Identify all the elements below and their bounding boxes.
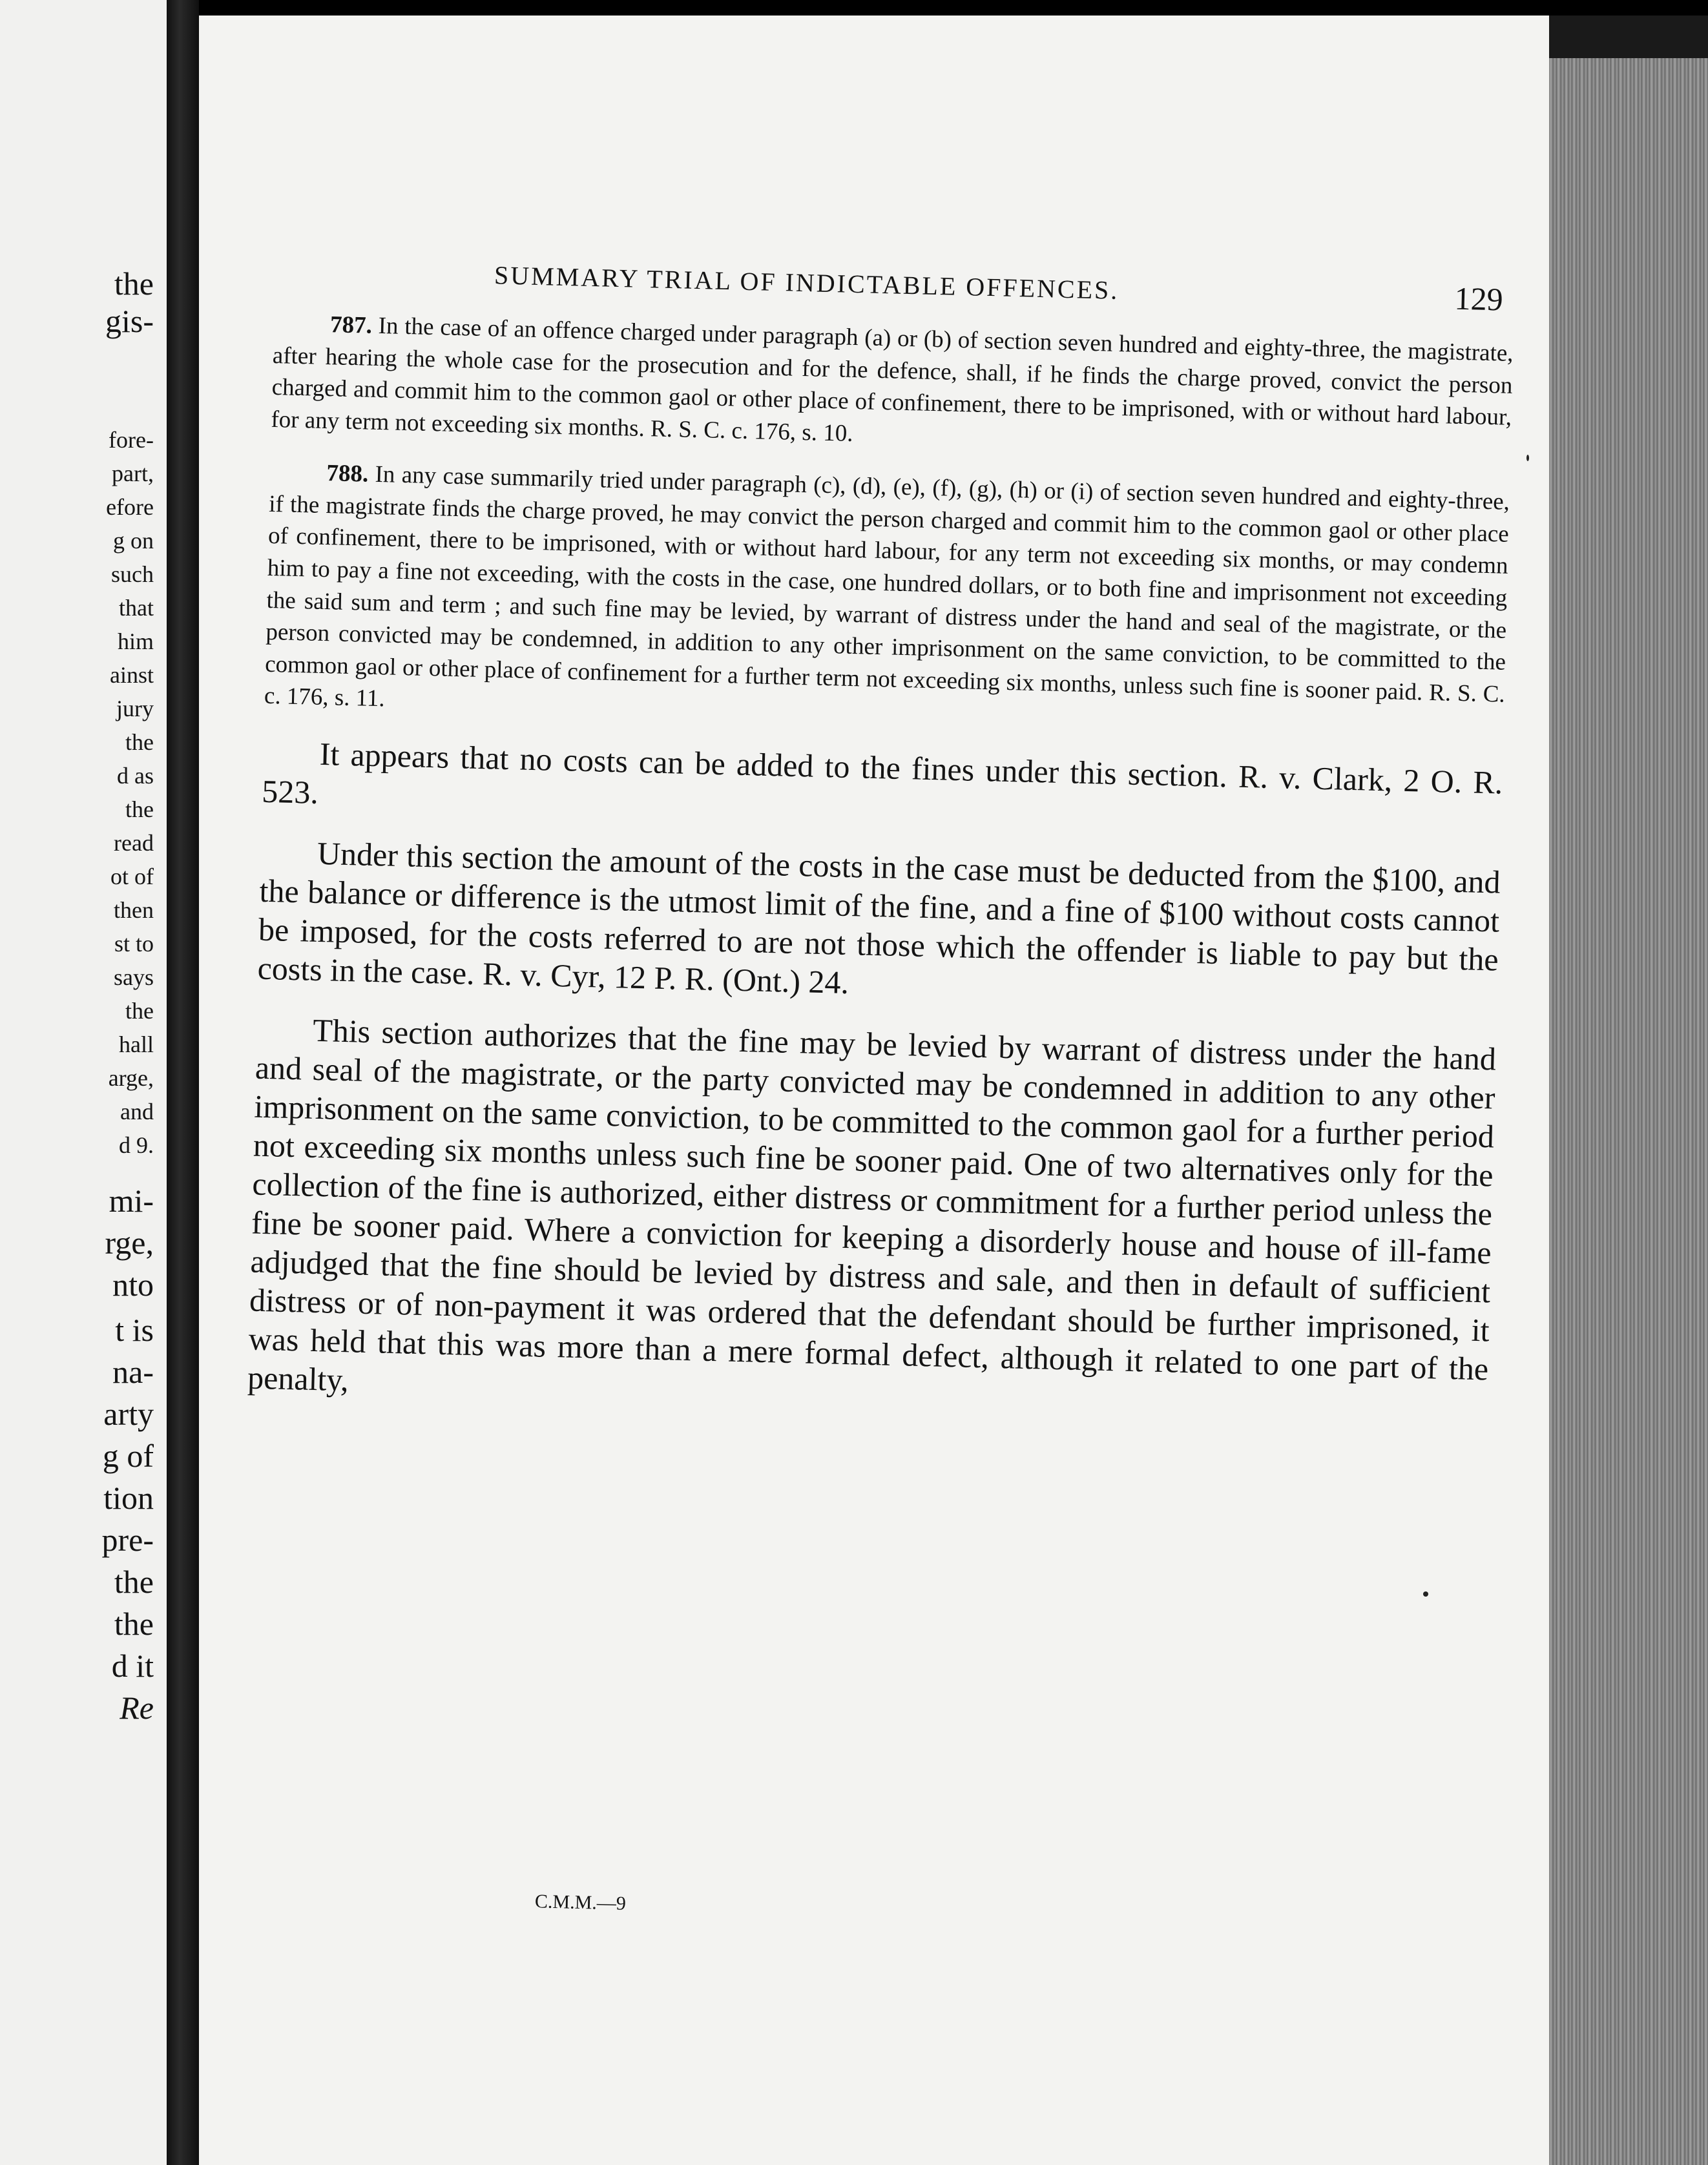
left-page-fragment: fore- [109, 427, 154, 453]
left-page-fragment: then [114, 897, 154, 923]
left-page-fragment: g of [102, 1438, 154, 1474]
left-page-fragment: such [111, 561, 154, 587]
section-text: In the case of an offence charged under paragraph (a) or (b) of section seven hundred and eighty-three, the magistrate, after hearing the whole case for the prosecution and for the defence, shall, if he finds the charge proved, convict the person charged and commit him to the common gaol or other place of confinement, there to be imprisoned, with or without hard labour, for any term not exceeding six months. R. S. C. c. 176, s. 10. [271, 312, 1514, 447]
section-788 [264, 456, 1510, 742]
left-page-fragment: ot of [110, 864, 154, 889]
left-page-fragment: part, [112, 461, 154, 486]
book-gutter [167, 0, 199, 2165]
page-header [274, 248, 1515, 320]
left-page-fragment: arge, [108, 1065, 154, 1091]
left-page-fragment: g on [113, 528, 154, 554]
left-page-fragment: read [114, 830, 154, 856]
section-number: 788. [326, 460, 369, 488]
left-page-fragment: rge, [105, 1225, 154, 1261]
left-page-fragment: Re [120, 1690, 154, 1726]
left-page-fragment: says [114, 964, 154, 990]
left-page-fragment: him [117, 628, 154, 654]
left-facing-page [0, 0, 167, 2165]
left-page-fragment: efore [106, 494, 154, 520]
page-content [247, 248, 1515, 1449]
left-page-fragment: nto [112, 1267, 154, 1303]
left-page-fragment: hall [119, 1031, 154, 1057]
section-787 [271, 307, 1514, 466]
ink-speck [1423, 1591, 1428, 1597]
commentary-paragraph: It appears that no costs can be added to the fines under this section. R. v. Clark, 2 O. R. 523. [261, 735, 1504, 811]
left-page-fragment: t is [115, 1312, 154, 1348]
page-stack-edges [1549, 58, 1708, 2165]
left-page-fragment: arty [103, 1396, 154, 1432]
commentary-paragraph: Under this section the amount of the costs in the case must be deducted from the $100, and the balance or difference is the utmost limit of the fine, and a fine of $100 without costs cannot be imposed, for the costs referred to are not those which the offender is liable to pay but the costs in the case. R. v. Cyr, 12 P. R. (Ont.) 24. [257, 834, 1501, 1000]
left-page-fragment: d it [111, 1648, 154, 1684]
left-page-fragment: gis- [105, 303, 154, 339]
left-page-fragment: the [125, 998, 154, 1024]
left-page-fragment: and [120, 1099, 154, 1124]
commentary-paragraph: This section authorizes that the fine may be levied by warrant of distress under the hand and seal of the magistrate, or the party convicted may be condemned in addition to any other imprisonment on the same conviction, to be committed to the common gaol for a further period not exceeding six months unless such fine be sooner paid. One of two alternatives only for the collection of the fine is authorized, either distress or commitment for a further period unless the fine be sooner paid. Where a conviction for keeping a disorderly house and house of ill-fame adjudged that the fine should be levied by distress and sale, and then in default of sufficient distress or of non-payment it was ordered that the defendant should be further imprisoned, it was held that this was more than a mere formal defect, although it related to one part of the penalty, [247, 1011, 1497, 1398]
left-page-fragment: jury [116, 696, 154, 721]
page-stack-shadow [1549, 16, 1708, 58]
left-page-fragment: the [125, 796, 154, 822]
running-head: SUMMARY TRIAL OF INDICTABLE OFFENCES. [494, 260, 1120, 305]
printer-signature-mark: C.M.M.—9 [534, 1890, 627, 1914]
left-page-fragment: na- [112, 1354, 154, 1390]
left-page-fragment: that [119, 595, 154, 621]
left-page-fragment: d as [117, 763, 154, 789]
section-text: In any case summarily tried under paragraph (c), (d), (e), (f), (g), (h) or (i) of section seven hundred and eighty-three, if the magistrate finds the charge proved, he may convict the person charged and commit him to the common gaol or other place of confinement, there to be imprisoned, with or without hard labour, for any term not exceeding six months, or may condemn him to pay a fine not exceeding, with the costs in the case, one hundred dollars, or to both fine and imprisonment not exceeding the said sum and term ; and such fine may be levied, by warrant of distress under the hand and seal of the magistrate, or the person convicted may be condemned, in addition to any other imprisonment on the same conviction, to be committed to the common gaol or other place of confinement for a further term not exceeding six months, unless such fine is sooner paid. R. S. C. c. 176, s. 11. [264, 461, 1510, 712]
left-page-fragment: the [125, 729, 154, 755]
left-page-fragment: the [114, 1564, 154, 1600]
left-page-fragment: pre- [101, 1522, 154, 1558]
left-page-fragment: d 9. [119, 1132, 154, 1158]
left-page-fragment: the [114, 265, 154, 302]
left-page-fragment: st to [114, 931, 154, 957]
left-page-fragment: mi- [109, 1183, 154, 1219]
ink-speck [1526, 455, 1529, 461]
book-page [199, 16, 1549, 2165]
page-number: 129 [1453, 280, 1504, 318]
left-page-fragment: tion [103, 1480, 154, 1516]
left-page-fragment: ainst [110, 662, 154, 688]
section-number: 787. [329, 311, 373, 339]
left-page-fragment: the [114, 1606, 154, 1642]
